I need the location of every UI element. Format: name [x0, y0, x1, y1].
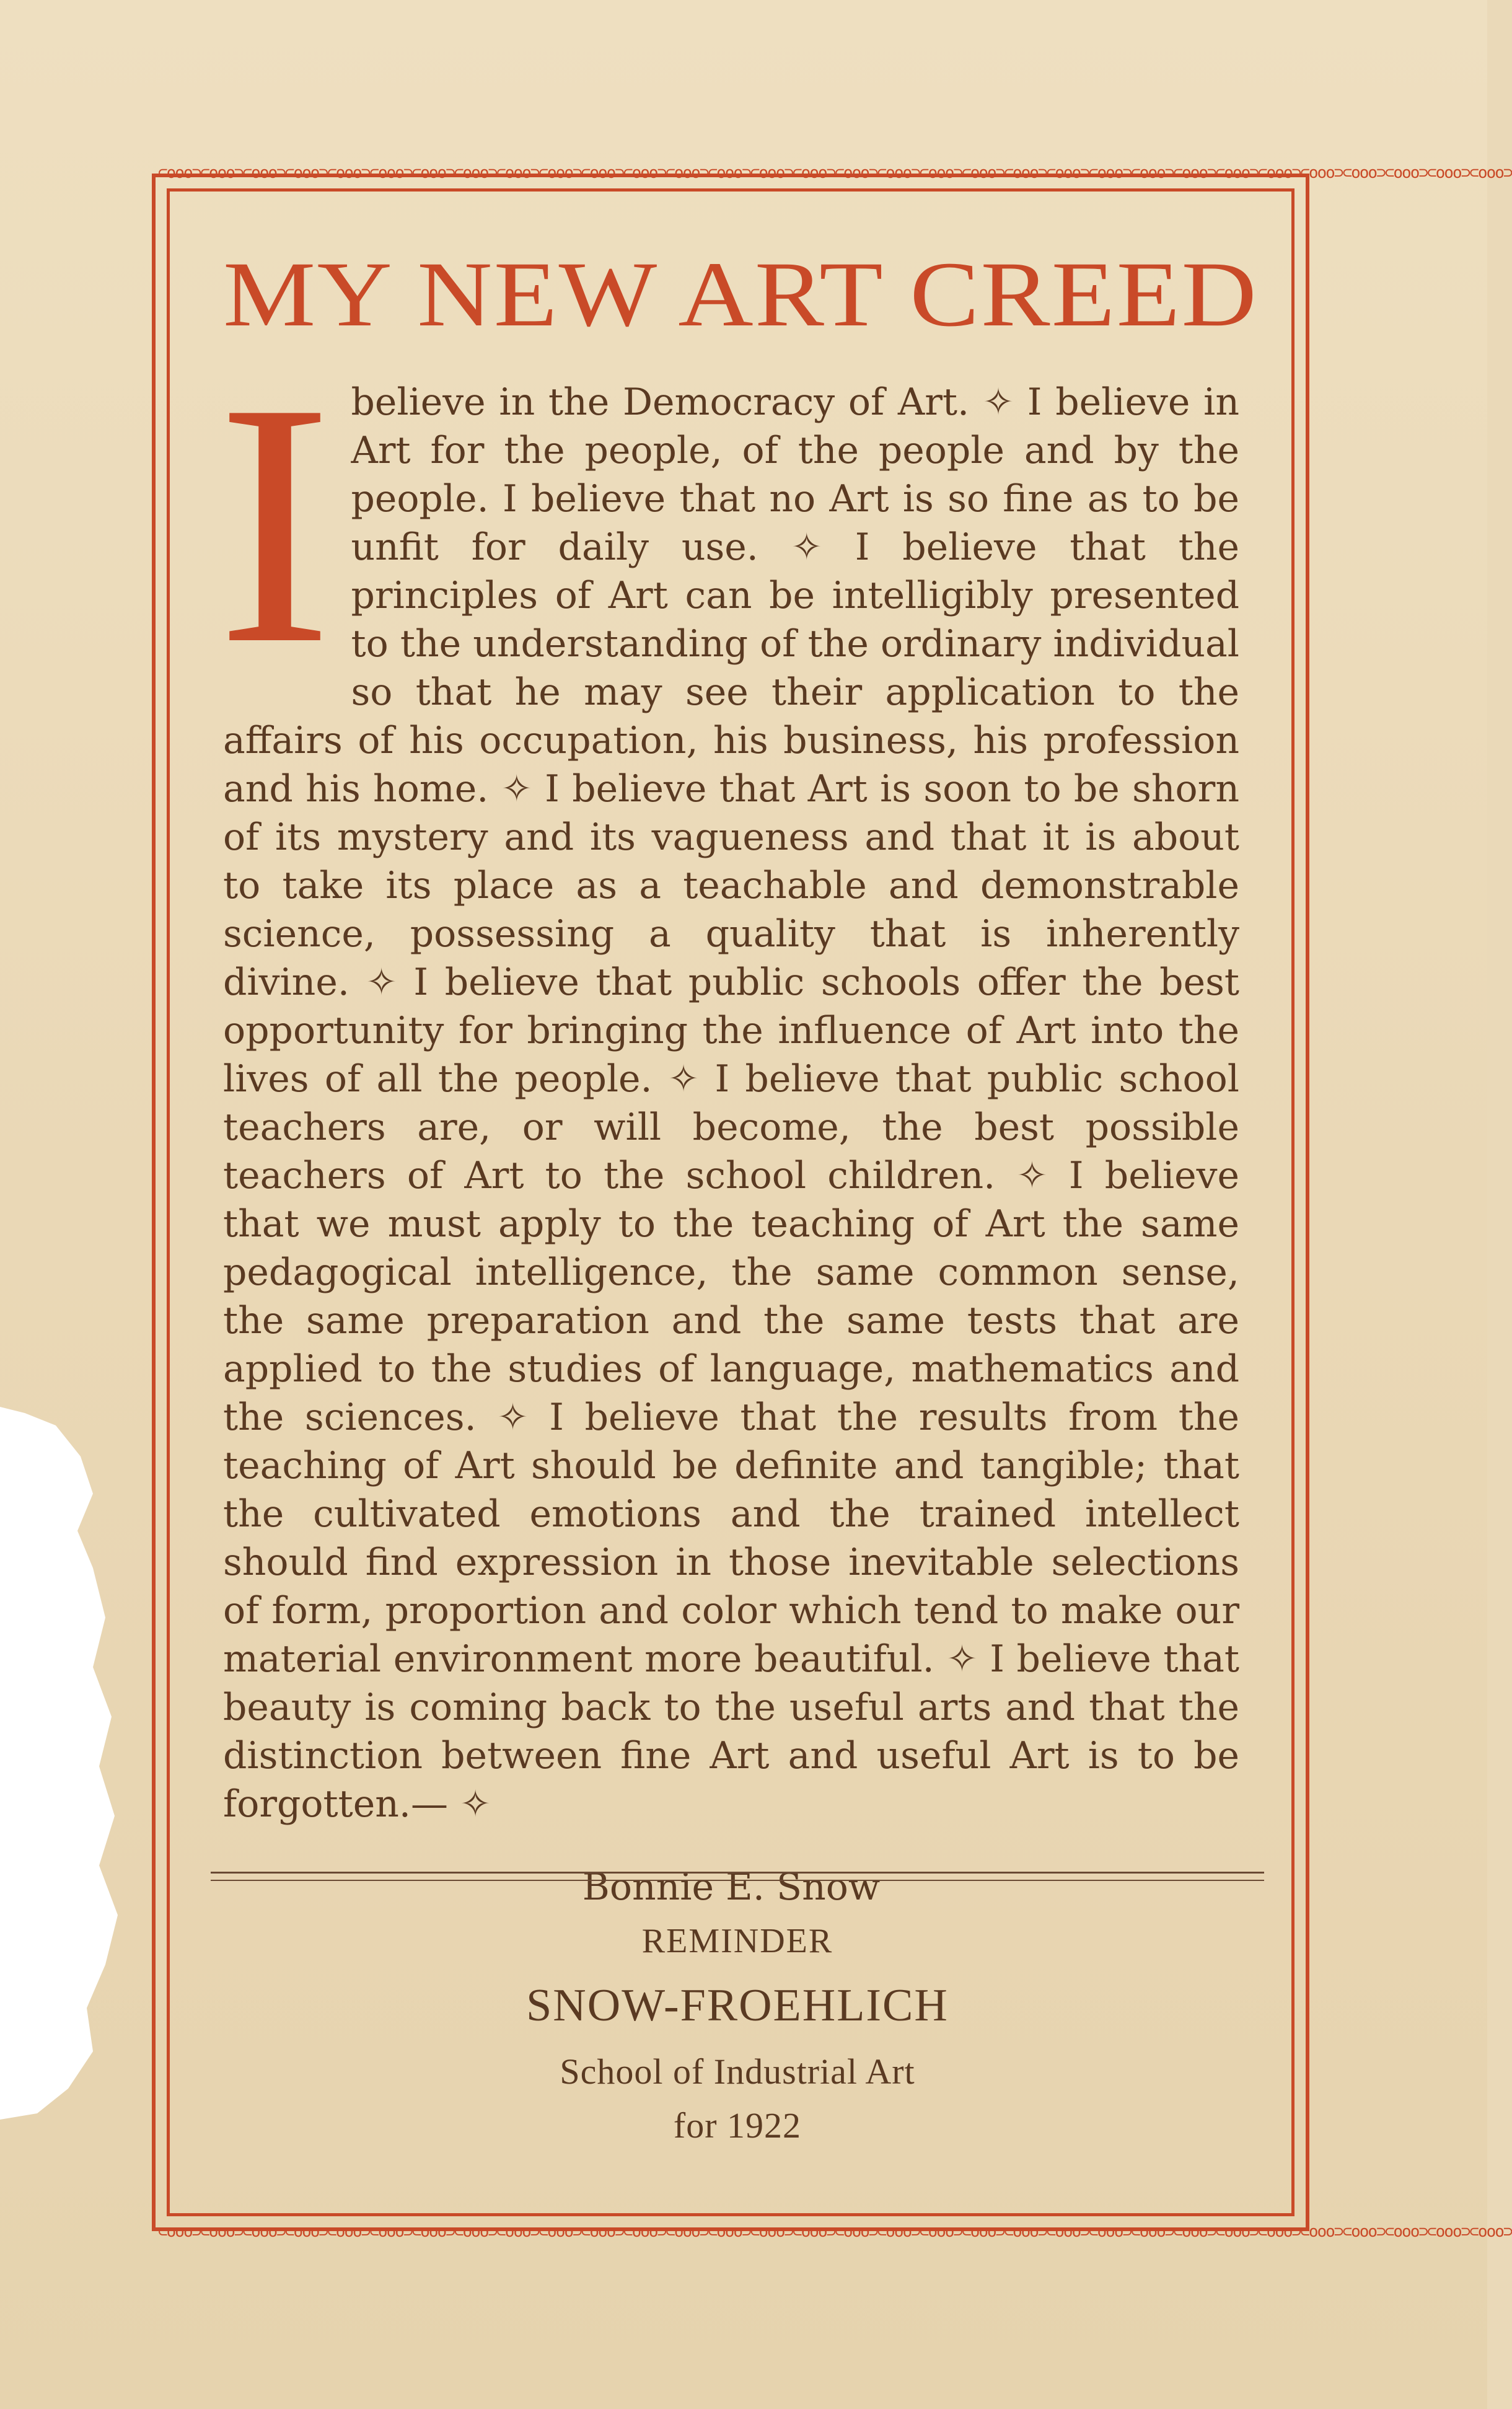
- border-chain-top: ⊂ooo⊃⊂ooo⊃⊂ooo⊃⊂ooo⊃⊂ooo⊃⊂ooo⊃⊂ooo⊃⊂ooo⊃⊂ooo⊃⊂ooo⊃⊂ooo⊃⊂ooo⊃⊂ooo⊃⊂ooo⊃⊂ooo⊃⊂ooo⊃⊂ooo⊃⊂ooo⊃⊂ooo⊃⊂ooo⊃⊂ooo⊃⊂ooo⊃⊂ooo⊃⊂ooo⊃⊂ooo⊃⊂ooo⊃⊂ooo⊃⊂ooo⊃⊂ooo⊃⊂ooo⊃⊂ooo⊃⊂ooo⊃: [158, 164, 1512, 182]
- footer-school: School of Industrial Art: [560, 2051, 915, 2092]
- creed-body-text: believe in the Democracy of Art. ✧ I believe in Art for the people, of the people and by the people. I believe that no Art is so fine as to be unfit for daily use. ✧ I believe that the principles of Art can be intelligibly presented to the understanding of the ordinary individual so that he may see their application to the affairs of his occupation, his business, his profession and his home. ✧ I believe that Art is soon to be shorn of its mystery and its vagueness and that it is about to take its place as a teachable and demonstrable science, possessing a quality that is inherently divine. ✧ I believe that public schools offer the best opportunity for bringing the influence of Art into the lives of all the people. ✧ I believe that public school teachers are, or will become, the best possible teachers of Art to the school children. ✧ I believe that we must apply to the teaching of Art the same pedagogical intelligence, the same common sense, the same preparation and the same tests that are applied to the studies of language, mathematics and the sciences. ✧ I believe that the results from the teaching of Art should be definite and tangible; that the cultivated emotions and the trained intellect should find expression in those inevitable selections of form, proportion and color which tend to make our material environment more beautiful. ✧ I believe that beauty is coming back to the useful arts and that the distinction between fine Art and useful Art is to be forgotten.— ✧: [223, 381, 1239, 1826]
- footer-year: for 1922: [673, 2105, 802, 2146]
- footer-reminder: REMINDER: [641, 1922, 833, 1960]
- dropcap-letter: I: [217, 332, 333, 716]
- footer-block: [211, 1909, 1264, 2146]
- creed-body: [217, 332, 1239, 1828]
- torn-edge: [0, 1407, 124, 2120]
- section-divider: [211, 1872, 1264, 1881]
- author-signature: Bonnie E. Snow: [582, 1865, 881, 1909]
- footer-organization: SNOW-FROEHLICH: [526, 1980, 949, 2031]
- border-chain-bottom: ⊂ooo⊃⊂ooo⊃⊂ooo⊃⊂ooo⊃⊂ooo⊃⊂ooo⊃⊂ooo⊃⊂ooo⊃⊂ooo⊃⊂ooo⊃⊂ooo⊃⊂ooo⊃⊂ooo⊃⊂ooo⊃⊂ooo⊃⊂ooo⊃⊂ooo⊃⊂ooo⊃⊂ooo⊃⊂ooo⊃⊂ooo⊃⊂ooo⊃⊂ooo⊃⊂ooo⊃⊂ooo⊃⊂ooo⊃⊂ooo⊃⊂ooo⊃⊂ooo⊃⊂ooo⊃⊂ooo⊃⊂ooo⊃: [158, 2222, 1512, 2241]
- creed-content: [217, 243, 1259, 1909]
- creed-title: MY NEW ART CREED: [223, 243, 1259, 346]
